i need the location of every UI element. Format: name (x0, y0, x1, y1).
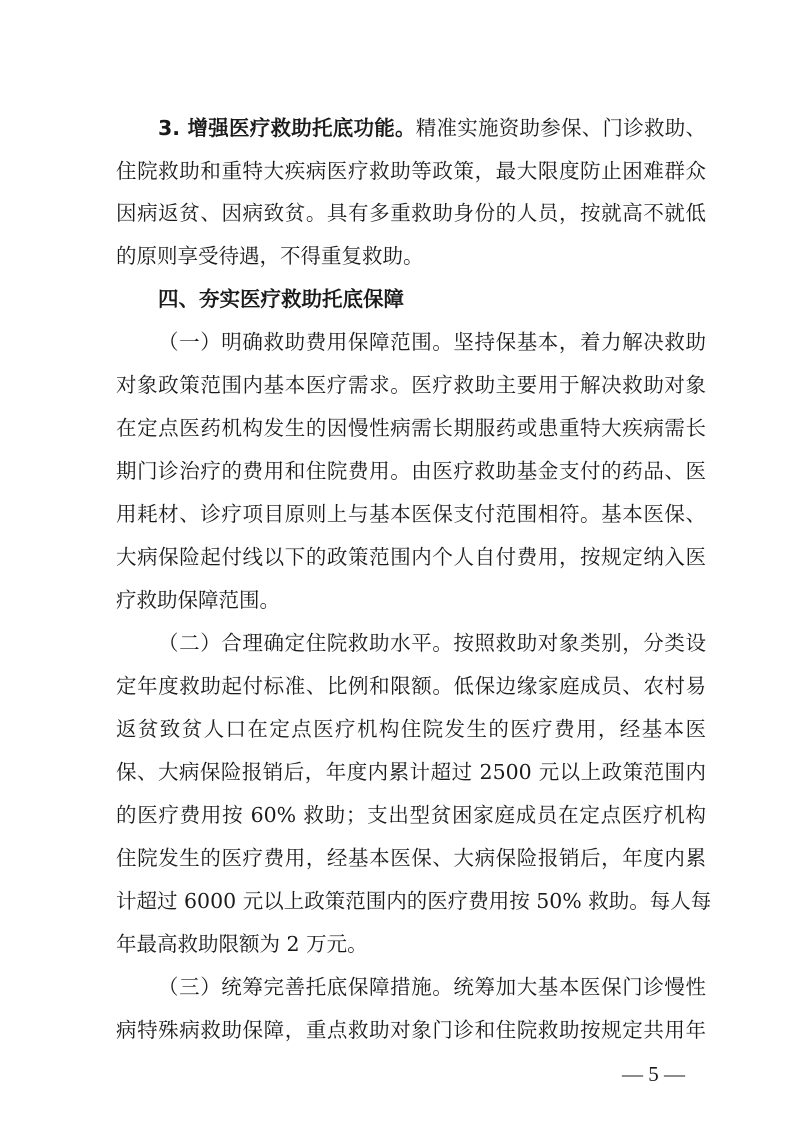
paragraph-line: 大病保险起付线以下的政策范围内个人自付费用，按规定纳入医 (116, 545, 706, 569)
paragraph-line: 年最高救助限额为 2 万元。 (116, 932, 368, 956)
paragraph-text: 精准实施资助参保、门诊救助、 (415, 116, 706, 140)
paragraph-line: 病特殊病救助保障，重点救助对象门诊和住院救助按规定共用年 (116, 1018, 706, 1042)
paragraph-line: 用耗材、诊疗项目原则上与基本医保支付范围相符。基本医保、 (116, 502, 706, 526)
paragraph-line: 对象政策范围内基本医疗需求。医疗救助主要用于解决救助对象 (116, 373, 706, 397)
paragraph-line: 在定点医药机构发生的因慢性病需长期服药或患重特大疾病需长 (116, 416, 706, 440)
paragraph-line: 定年度救助起付标准、比例和限额。低保边缘家庭成员、农村易 (116, 674, 706, 698)
paragraph-line: 保、大病保险报销后，年度内累计超过 2500 元以上政策范围内 (116, 760, 706, 784)
paragraph-line: 期门诊治疗的费用和住院费用。由医疗救助基金支付的药品、医 (116, 459, 706, 483)
paragraph-line: 计超过 6000 元以上政策范围内的医疗费用按 50% 救助。每人每 (116, 889, 712, 913)
paragraph-line: 的原则享受待遇，不得重复救助。 (116, 244, 424, 268)
paragraph-line: 因病返贫、因病致贫。具有多重救助身份的人员，按就高不就低 (116, 201, 706, 225)
section-heading: 3. 增强医疗救助托底功能。 (158, 116, 416, 140)
paragraph-line: 住院救助和重特大疾病医疗救助等政策，最大限度防止困难群众 (116, 159, 706, 183)
paragraph-line: 疗救助保障范围。 (116, 588, 280, 612)
paragraph-line: （一）明确救助费用保障范围。坚持保基本，着力解决救助 (158, 330, 706, 354)
paragraph-line: 返贫致贫人口在定点医疗机构住院发生的医疗费用，经基本医 (116, 717, 706, 741)
paragraph-line: （二）合理确定住院救助水平。按照救助对象类别，分类设 (158, 631, 706, 655)
part-heading: 四、夯实医疗救助托底保障 (158, 287, 404, 311)
page-number: — 5 — (622, 1062, 685, 1086)
paragraph-line (158, 114, 706, 142)
paragraph-line: 的医疗费用按 60% 救助；支出型贫困家庭成员在定点医疗机构 (116, 803, 706, 827)
paragraph-line: （三）统筹完善托底保障措施。统筹加大基本医保门诊慢性 (158, 975, 706, 999)
paragraph-line: 住院发生的医疗费用，经基本医保、大病保险报销后，年度内累 (116, 846, 706, 870)
